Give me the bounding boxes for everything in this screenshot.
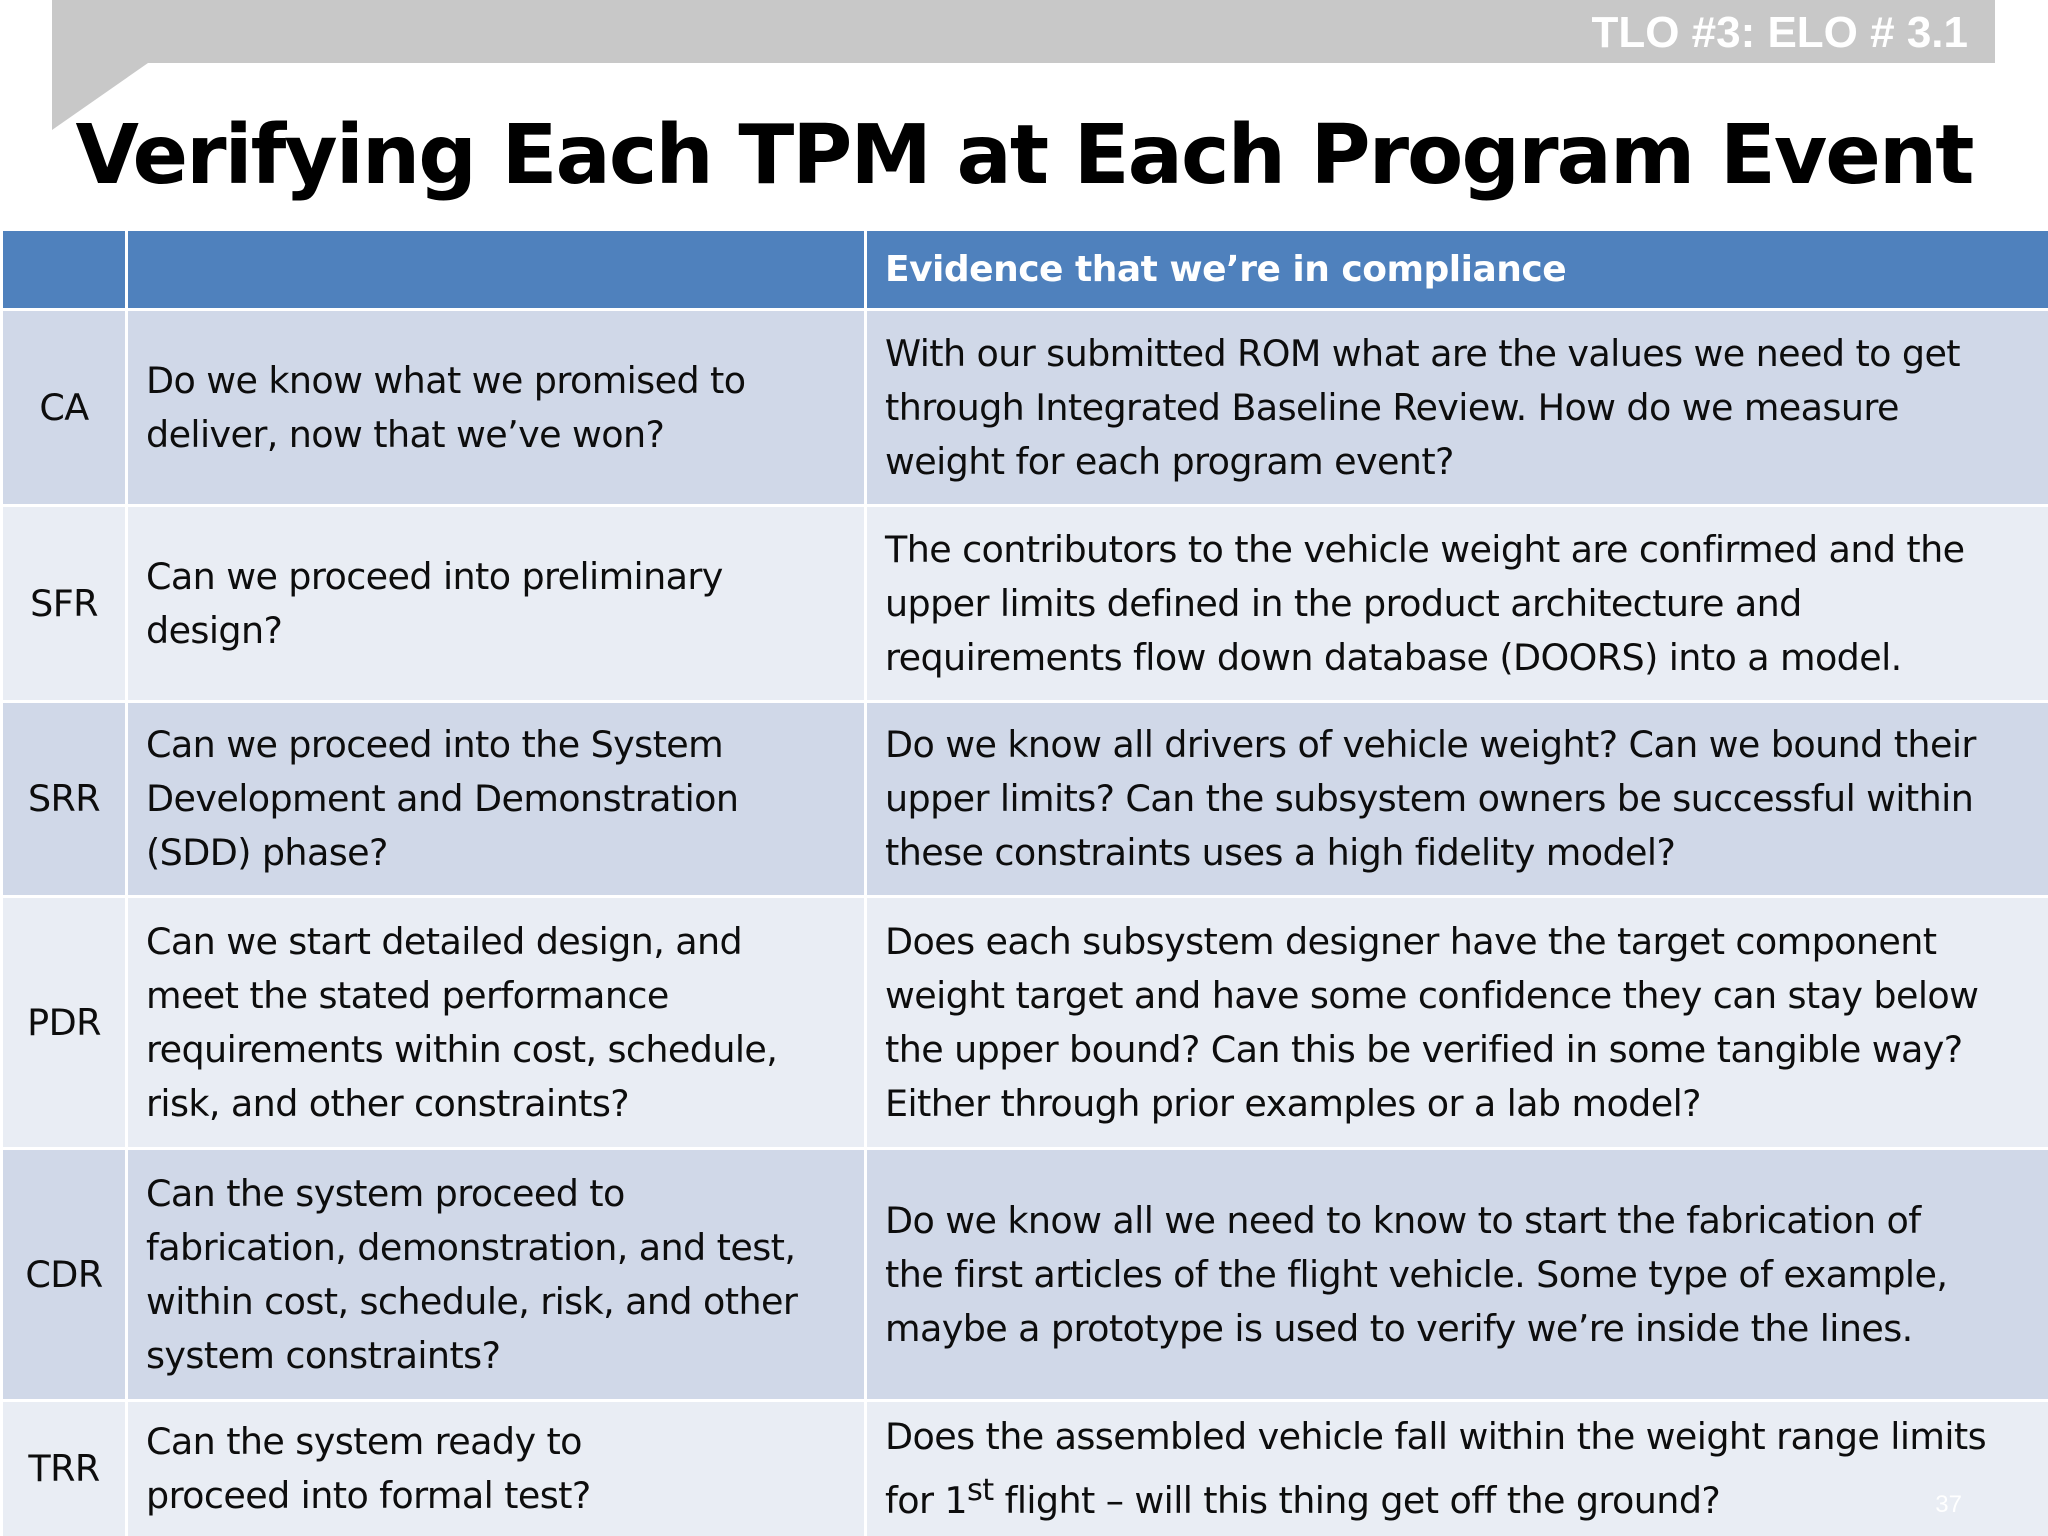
question-line: Development and Demonstration bbox=[146, 777, 739, 820]
table-row-sfr bbox=[2, 506, 2048, 702]
event-cell: CA bbox=[2, 310, 127, 506]
evidence-cell bbox=[866, 506, 2048, 702]
table-row-pdr bbox=[2, 897, 2048, 1149]
header-cell-question bbox=[127, 230, 866, 310]
table-row-srr bbox=[2, 702, 2048, 897]
evidence-line: Either through prior examples or a lab model? bbox=[885, 1081, 1701, 1125]
question-line: Can we proceed into preliminary bbox=[146, 554, 723, 598]
table-row-ca bbox=[2, 310, 2048, 506]
evidence-line: the first articles of the flight vehicle. Some type of example, bbox=[885, 1252, 1948, 1296]
tlo-label: TLO #3: ELO # 3.1 bbox=[1591, 8, 1968, 57]
event-cell: SRR bbox=[2, 702, 127, 897]
evidence-line: Do we know all we need to know to start the fabrication of bbox=[885, 1198, 1921, 1242]
evidence-line: these constraints uses a high fidelity model? bbox=[885, 831, 1676, 874]
evidence-cell bbox=[866, 897, 2048, 1149]
evidence-line: Do we know all drivers of vehicle weight? Can we bound their bbox=[885, 723, 1976, 766]
question-line: fabrication, demonstration, and test, bbox=[146, 1225, 796, 1269]
event-cell: PDR bbox=[2, 897, 127, 1149]
question-line: Can we start detailed design, and bbox=[146, 919, 743, 963]
event-cell: SFR bbox=[2, 506, 127, 702]
evidence-line: Does the assembled vehicle fall within the weight range limits bbox=[885, 1414, 1986, 1458]
question-cell bbox=[127, 506, 866, 702]
question-cell bbox=[127, 310, 866, 506]
evidence-line: The contributors to the vehicle weight are confirmed and the bbox=[885, 527, 1965, 571]
question-cell bbox=[127, 1401, 866, 1536]
tpm-table bbox=[0, 228, 2048, 1536]
question-cell bbox=[127, 1149, 866, 1401]
table-row-trr bbox=[2, 1401, 2048, 1536]
evidence-line bbox=[885, 1464, 2030, 1528]
evidence-line: through Integrated Baseline Review. How do we measure bbox=[885, 385, 1899, 429]
table-row-cdr bbox=[2, 1149, 2048, 1401]
question-line: design? bbox=[146, 608, 283, 652]
question-line: system constraints? bbox=[146, 1333, 501, 1377]
evidence-line: requirements flow down database (DOORS) into a model. bbox=[885, 635, 1902, 679]
table-header-row bbox=[2, 230, 2048, 310]
question-line: meet the stated performance bbox=[146, 973, 669, 1017]
evidence-text: flight – will this thing get off the ground? bbox=[993, 1479, 1721, 1523]
evidence-cell bbox=[866, 310, 2048, 506]
evidence-cell bbox=[866, 702, 2048, 897]
evidence-line: maybe a prototype is used to verify we’re inside the lines. bbox=[885, 1306, 1913, 1350]
question-line: risk, and other constraints? bbox=[146, 1081, 630, 1125]
question-line: (SDD) phase? bbox=[146, 831, 388, 874]
question-line: within cost, schedule, risk, and other bbox=[146, 1279, 798, 1323]
evidence-line: With our submitted ROM what are the values we need to get bbox=[885, 331, 1961, 375]
header-cell-evidence: Evidence that we’re in compliance bbox=[866, 230, 2048, 310]
evidence-line: weight target and have some confidence they can stay below bbox=[885, 973, 1979, 1017]
ordinal-superscript: st bbox=[967, 1472, 994, 1508]
question-line: Can the system proceed to bbox=[146, 1171, 625, 1215]
page-number: 37 bbox=[1935, 1491, 1962, 1518]
evidence-line: upper limits defined in the product architecture and bbox=[885, 581, 1802, 625]
question-line: proceed into formal test? bbox=[146, 1474, 591, 1517]
question-line: requirements within cost, schedule, bbox=[146, 1027, 778, 1071]
question-cell bbox=[127, 897, 866, 1149]
event-cell: CDR bbox=[2, 1149, 127, 1401]
question-line: Can the system ready to bbox=[146, 1420, 582, 1463]
event-cell: TRR bbox=[2, 1401, 127, 1536]
question-line: Can we proceed into the System bbox=[146, 723, 724, 766]
slide-title: Verifying Each TPM at Each Program Event bbox=[75, 108, 1973, 203]
question-line: Do we know what we promised to bbox=[146, 358, 746, 402]
question-line: deliver, now that we’ve won? bbox=[146, 412, 665, 456]
evidence-cell bbox=[866, 1401, 2048, 1536]
evidence-text: for 1 bbox=[885, 1479, 968, 1523]
evidence-line: Does each subsystem designer have the target component bbox=[885, 919, 1937, 963]
question-cell bbox=[127, 702, 866, 897]
header-cell-event bbox=[2, 230, 127, 310]
evidence-line: weight for each program event? bbox=[885, 439, 1454, 483]
evidence-line: the upper bound? Can this be verified in some tangible way? bbox=[885, 1027, 1963, 1071]
evidence-cell bbox=[866, 1149, 2048, 1401]
evidence-line: upper limits? Can the subsystem owners be successful within bbox=[885, 777, 1974, 820]
